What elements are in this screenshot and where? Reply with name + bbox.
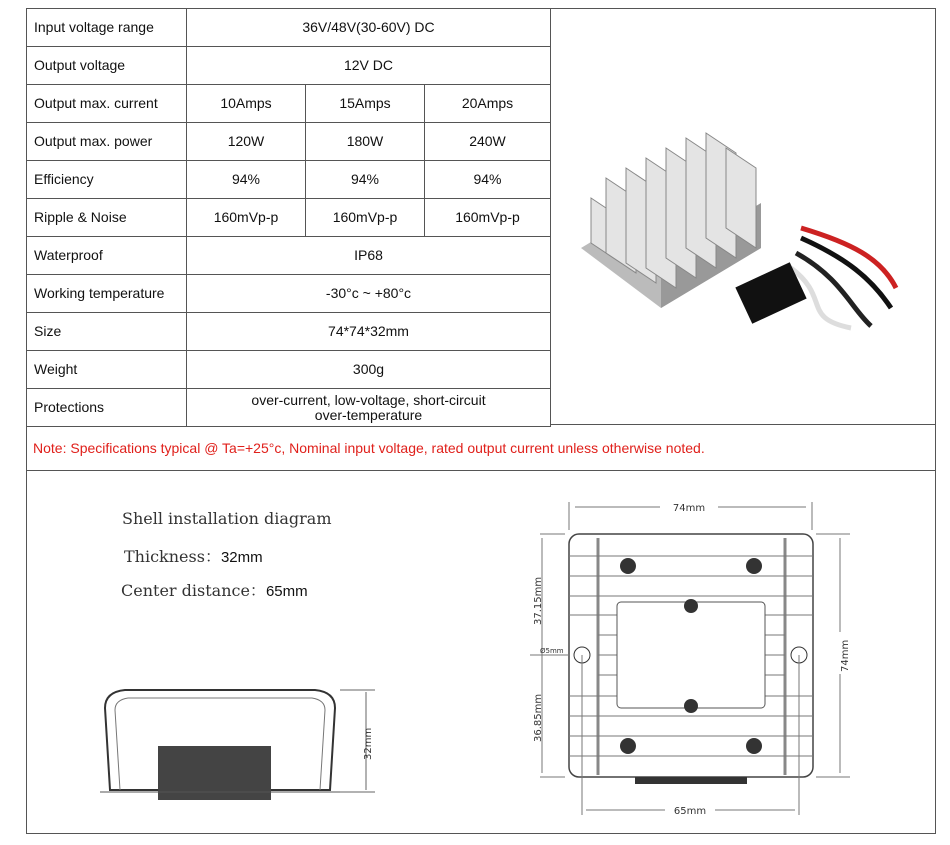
row-label: Input voltage range [27,9,187,47]
product-image [551,8,935,425]
table-row [27,47,551,85]
thickness-line [124,544,263,567]
diagram-title: Shell installation diagram [122,509,332,528]
row-value: 240W [425,123,551,161]
table-row [27,275,551,313]
row-label: Weight [27,351,187,389]
table-row [27,199,551,237]
row-value: 94% [306,161,425,199]
row-label: Ripple & Noise [27,199,187,237]
row-label: Protections [27,389,187,427]
row-value: 94% [425,161,551,199]
side-view-diagram [90,680,390,810]
center-distance-label: Center distance： [121,581,266,600]
row-label: Waterproof [27,237,187,275]
table-row [27,161,551,199]
thickness-value: 32mm [220,549,263,566]
row-value: IP68 [187,237,551,275]
thickness-label: Thickness： [124,547,221,566]
row-label: Size [27,313,187,351]
row-label: Efficiency [27,161,187,199]
row-value [187,389,551,427]
dim-hole: Ø5mm [540,647,564,655]
row-value: 36V/48V(30-60V) DC [187,9,551,47]
row-value: 10Amps [187,85,306,123]
row-label: Output max. power [27,123,187,161]
table-row [27,389,551,427]
row-value: 94% [187,161,306,199]
protections-line-2: over-temperature [314,406,423,423]
row-value: 15Amps [306,85,425,123]
center-distance-line [121,578,308,601]
row-value: 300g [187,351,551,389]
row-value: 160mVp-p [187,199,306,237]
top-view-diagram [520,480,860,820]
table-row [27,9,551,47]
row-value: 180W [306,123,425,161]
dim-width: 74mm [672,503,706,514]
center-distance-value: 65mm [265,583,308,600]
spec-table [26,8,551,427]
protections-line-1: over-current, low-voltage, short-circuit [251,391,486,408]
table-row [27,351,551,389]
table-row [27,237,551,275]
row-label: Output voltage [27,47,187,85]
dim-side: 32mm [363,727,374,760]
row-value: 20Amps [425,85,551,123]
dim-center: 65mm [673,806,707,817]
table-row [27,85,551,123]
row-label: Working temperature [27,275,187,313]
table-row [27,123,551,161]
row-value: 74*74*32mm [187,313,551,351]
dim-top: 37.15mm [533,576,544,625]
row-value: -30°c ~ +80°c [187,275,551,313]
dim-bottom: 36.85mm [533,693,544,742]
dim-height: 74mm [840,639,851,672]
row-label: Output max. current [27,85,187,123]
row-value: 160mVp-p [425,199,551,237]
note-text: Note: Specifications typical @ Ta=+25°c, Nominal input voltage, rated output current unless otherwise noted. [26,425,936,471]
table-row [27,313,551,351]
row-value: 12V DC [187,47,551,85]
row-value: 120W [187,123,306,161]
row-value: 160mVp-p [306,199,425,237]
